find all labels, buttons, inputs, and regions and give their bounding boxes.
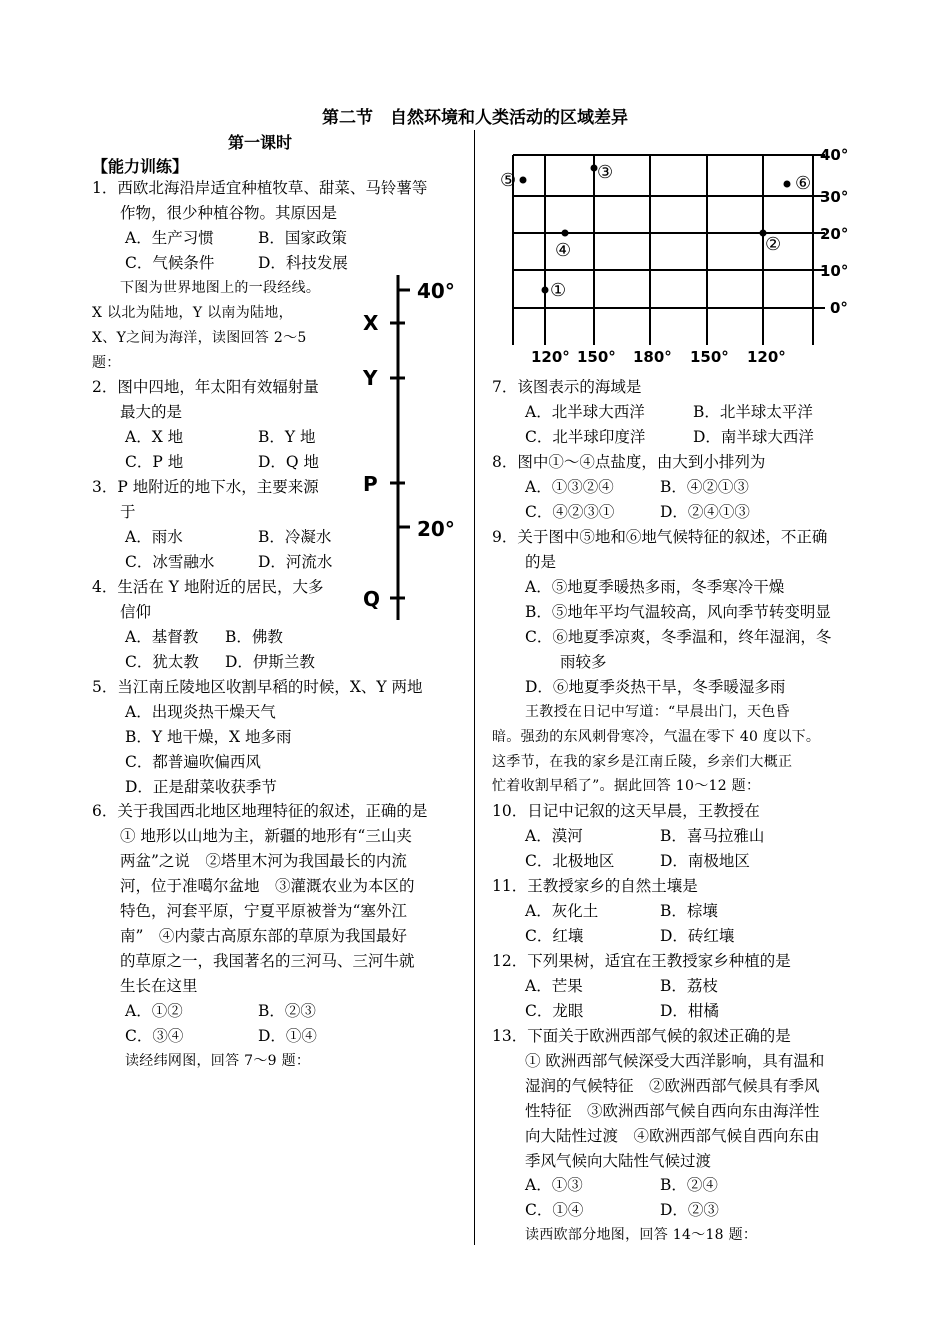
option-b[interactable]: B．②④ (660, 1176, 718, 1194)
question-text: 7．该图表示的海域是 (492, 378, 642, 396)
option-d[interactable]: D．柑橘 (660, 1002, 719, 1020)
option-b[interactable]: B．喜马拉雅山 (660, 827, 765, 845)
lesson-subtitle: 第一课时 (228, 133, 293, 152)
question-text: 12．下列果树，适宜在王教授家乡种植的是 (492, 952, 791, 970)
option-d[interactable]: D．科技发展 (258, 254, 348, 272)
question-text: 9．关于图中⑤地和⑥地气候特征的叙述，不正确 (492, 528, 828, 546)
point-1-label: ① (550, 280, 567, 301)
option-c[interactable]: C．③④ (125, 1027, 184, 1045)
lon-120e-tick: 120° (747, 348, 786, 366)
page-title: 第二节 自然环境和人类活动的区域差异 (322, 108, 628, 128)
intro-text: 王教授在日记中写道：“早晨出门，天色昏 (525, 704, 790, 720)
question-text: 的是 (525, 553, 557, 571)
question-text: 5．当江南丘陵地区收割早稻的时候，X、Y 两地 (92, 678, 423, 696)
intro-text: 下图为世界地图上的一段经线。 (120, 280, 321, 296)
question-text: 的草原之一，我国著名的三河马、三河牛就 (120, 952, 415, 970)
option-a[interactable]: A．雨水 (125, 528, 183, 546)
column-divider (474, 130, 475, 1245)
option-a[interactable]: A．①② (125, 1002, 183, 1020)
point-6-label: ⑥ (795, 173, 812, 194)
question-text: 4．生活在 Y 地附近的居民，大多 (92, 578, 324, 596)
question-text: 南” ④内蒙古高原东部的草原为我国最好 (120, 927, 407, 945)
option-a[interactable]: A．基督教 (125, 628, 199, 646)
option-c[interactable]: C．P 地 (125, 453, 184, 471)
option-d[interactable]: D．南半球大西洋 (693, 428, 814, 446)
option-d[interactable]: D．⑥地夏季炎热干旱，冬季暖湿多雨 (525, 678, 786, 696)
lat-20-label: 20° (417, 517, 455, 541)
option-c[interactable]: C．都普遍吹偏西风 (125, 753, 261, 771)
question-text: 向大陆性过渡 ④欧洲西部气候自西向东由 (525, 1127, 820, 1145)
option-d[interactable]: D．伊斯兰教 (225, 653, 315, 671)
intro-text: X、Y之间为海洋，读图回答 2～5 (92, 330, 307, 346)
option-c[interactable]: C．④②③① (525, 503, 615, 521)
question-text: 1．西欧北海沿岸适宜种植牧草、甜菜、马铃薯等 (92, 179, 428, 197)
option-c[interactable]: C．龙眼 (525, 1002, 584, 1020)
option-b[interactable]: B．②③ (258, 1002, 316, 1020)
lon-120w-tick: 120° (531, 348, 570, 366)
lon-150e-tick: 150° (690, 348, 729, 366)
question-text: 信仰 (120, 603, 152, 621)
option-b[interactable]: B．荔枝 (660, 977, 718, 995)
option-d[interactable]: D．②④①③ (660, 503, 750, 521)
option-b[interactable]: B．Y 地干燥，X 地多雨 (125, 728, 292, 746)
point-p-label: P (363, 472, 378, 496)
point-5-label: ⑤ (500, 170, 517, 191)
option-b[interactable]: B．北半球太平洋 (693, 403, 813, 421)
lat-lon-grid-figure (495, 140, 855, 370)
option-a[interactable]: A．出现炎热干燥天气 (125, 703, 276, 721)
option-b[interactable]: B．④②①③ (660, 478, 749, 496)
intro-text: 这季节，在我的家乡是江南丘陵，乡亲们大概正 (492, 754, 793, 770)
question-text: 湿润的气候特征 ②欧洲西部气候具有季风 (525, 1077, 820, 1095)
question-text: 性特征 ③欧洲西部气候自西向东由海洋性 (525, 1102, 820, 1120)
intro-text: 暗。强劲的东风刺骨寒冷，气温在零下 40 度以下。 (492, 729, 821, 745)
question-text: 11．王教授家乡的自然土壤是 (492, 877, 698, 895)
option-c[interactable]: C．①④ (525, 1201, 584, 1219)
option-d[interactable]: D．正是甜菜收获季节 (125, 778, 277, 796)
question-text: 最大的是 (120, 403, 183, 421)
intro-text: X 以北为陆地，Y 以南为陆地， (92, 305, 293, 321)
point-4-label: ④ (555, 240, 572, 261)
option-d[interactable]: D．南极地区 (660, 852, 750, 870)
point-5 (520, 177, 527, 184)
point-6 (784, 181, 791, 188)
lon-150w-tick: 150° (577, 348, 616, 366)
point-y-label: Y (363, 366, 378, 390)
question-text: 3．P 地附近的地下水，主要来源 (92, 478, 319, 496)
option-a[interactable]: A．X 地 (125, 428, 184, 446)
question-text: 两盆”之说 ②塔里木河为我国最长的内流 (120, 852, 407, 870)
option-d[interactable]: D．河流水 (258, 553, 333, 571)
point-1 (542, 287, 549, 294)
option-c[interactable]: C．气候条件 (125, 254, 215, 272)
option-c[interactable]: C．北半球印度洋 (525, 428, 646, 446)
question-text: 2．图中四地，年太阳有效辐射量 (92, 378, 319, 396)
question-text: 10．日记中记叙的这天早晨，王教授在 (492, 802, 760, 820)
option-a[interactable]: A．①③②④ (525, 478, 614, 496)
option-a[interactable]: A．生产习惯 (125, 229, 214, 247)
meridian-figure (355, 270, 470, 630)
option-a[interactable]: A．①③ (525, 1176, 583, 1194)
section-heading: 【能力训练】 (92, 157, 189, 176)
option-d[interactable]: D．砖红壤 (660, 927, 735, 945)
option-b[interactable]: B．国家政策 (258, 229, 347, 247)
option-b[interactable]: B．Y 地 (258, 428, 316, 446)
option-d[interactable]: D．②③ (660, 1201, 719, 1219)
option-c[interactable]: C．冰雪融水 (125, 553, 215, 571)
lat-30-tick: 30° (820, 188, 849, 206)
option-a[interactable]: A．漠河 (525, 827, 583, 845)
option-a[interactable]: A．北半球大西洋 (525, 403, 645, 421)
question-text: 作物，很少种植谷物。其原因是 (120, 204, 338, 222)
question-text: ① 地形以山地为主，新疆的地形有“三山夹 (120, 827, 412, 845)
option-b[interactable]: B．冷凝水 (258, 528, 332, 546)
point-4 (562, 230, 569, 237)
option-c[interactable]: C．犹太教 (125, 653, 199, 671)
lon-180-tick: 180° (633, 348, 672, 366)
option-b[interactable]: B．⑤地年平均气温较高，风向季节转变明显 (525, 603, 831, 621)
question-text: 特色，河套平原，宁夏平原被誉为“塞外江 (120, 902, 407, 920)
option-d[interactable]: D．①④ (258, 1027, 317, 1045)
intro-text: 忙着收割早稻了”。据此回答 10～12 题： (492, 778, 761, 794)
intro-text: 题： (92, 355, 121, 371)
point-q-label: Q (363, 587, 381, 611)
question-text: 季风气候向大陆性气候过渡 (525, 1152, 712, 1170)
lat-0-tick: 0° (830, 299, 848, 317)
question-text: 6．关于我国西北地区地理特征的叙述，正确的是 (92, 802, 428, 820)
lat-20-tick: 20° (820, 225, 849, 243)
intro-14-18: 读西欧部分地图，回答 14～18 题： (525, 1227, 758, 1243)
option-b[interactable]: B．佛教 (225, 628, 283, 646)
question-text: ① 欧洲西部气候深受大西洋影响，具有温和 (525, 1052, 825, 1070)
option-a[interactable]: A．⑤地夏季暖热多雨，冬季寒冷干燥 (525, 578, 785, 596)
lat-40-tick: 40° (820, 146, 849, 164)
point-3-label: ③ (597, 162, 614, 183)
option-a[interactable]: A．灰化土 (525, 902, 599, 920)
question-text: 8．图中①～④点盐度，由大到小排列为 (492, 453, 766, 471)
option-c[interactable]: C．红壤 (525, 927, 584, 945)
lat-10-tick: 10° (820, 262, 849, 280)
point-x-label: X (363, 311, 379, 335)
question-text: 13．下面关于欧洲西部气候的叙述正确的是 (492, 1027, 791, 1045)
option-c[interactable]: C．⑥地夏季凉爽，冬季温和，终年湿润，冬 (525, 628, 832, 646)
option-a[interactable]: A．芒果 (525, 977, 583, 995)
intro-7-9: 读经纬网图，回答 7～9 题： (125, 1053, 311, 1069)
question-text: 生长在这里 (120, 977, 198, 995)
lat-40-label: 40° (417, 279, 455, 303)
option-c-continued: 雨较多 (560, 653, 607, 671)
question-text: 河，位于准噶尔盆地 ③灌溉农业为本区的 (120, 877, 415, 895)
option-b[interactable]: B．棕壤 (660, 902, 718, 920)
point-2-label: ② (765, 234, 782, 255)
question-text: 于 (120, 503, 136, 521)
option-c[interactable]: C．北极地区 (525, 852, 615, 870)
option-d[interactable]: D．Q 地 (258, 453, 320, 471)
